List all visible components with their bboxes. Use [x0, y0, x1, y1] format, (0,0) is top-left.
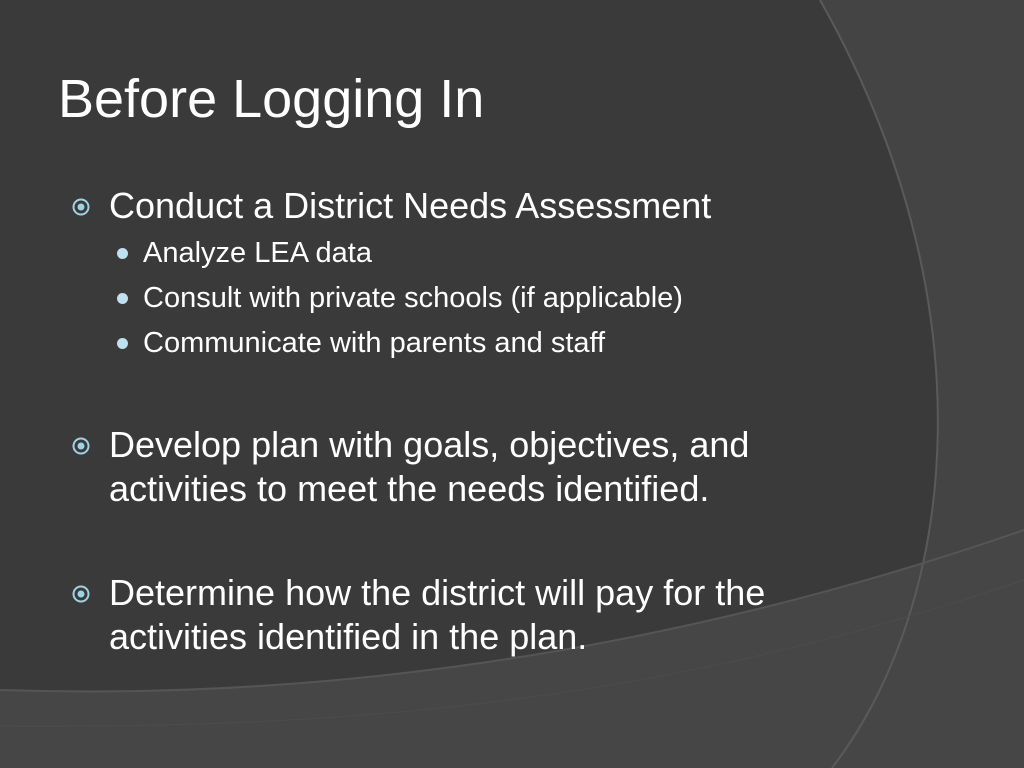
target-bullet-icon: [72, 437, 90, 455]
bullet-item-3-line-2: activities identified in the plan.: [109, 616, 588, 657]
sub-bullet-item-2: Consult with private schools (if applicable): [143, 282, 683, 314]
bullet-item-2-line-1: Develop plan with goals, objectives, and: [109, 424, 750, 465]
dot-bullet-icon: [117, 248, 128, 259]
slide-title: Before Logging In: [58, 69, 485, 129]
target-bullet-icon: [72, 585, 90, 603]
sub-bullet-item-1: Analyze LEA data: [143, 237, 372, 269]
dot-bullet-icon: [117, 338, 128, 349]
bullet-item-3-line-1: Determine how the district will pay for the: [109, 572, 766, 613]
target-bullet-icon: [72, 198, 90, 216]
bullet-item-2-line-2: activities to meet the needs identified.: [109, 468, 710, 509]
dot-bullet-icon: [117, 293, 128, 304]
sub-bullet-item-3: Communicate with parents and staff: [143, 327, 606, 359]
bullet-item-1: Conduct a District Needs Assessment: [109, 185, 712, 226]
